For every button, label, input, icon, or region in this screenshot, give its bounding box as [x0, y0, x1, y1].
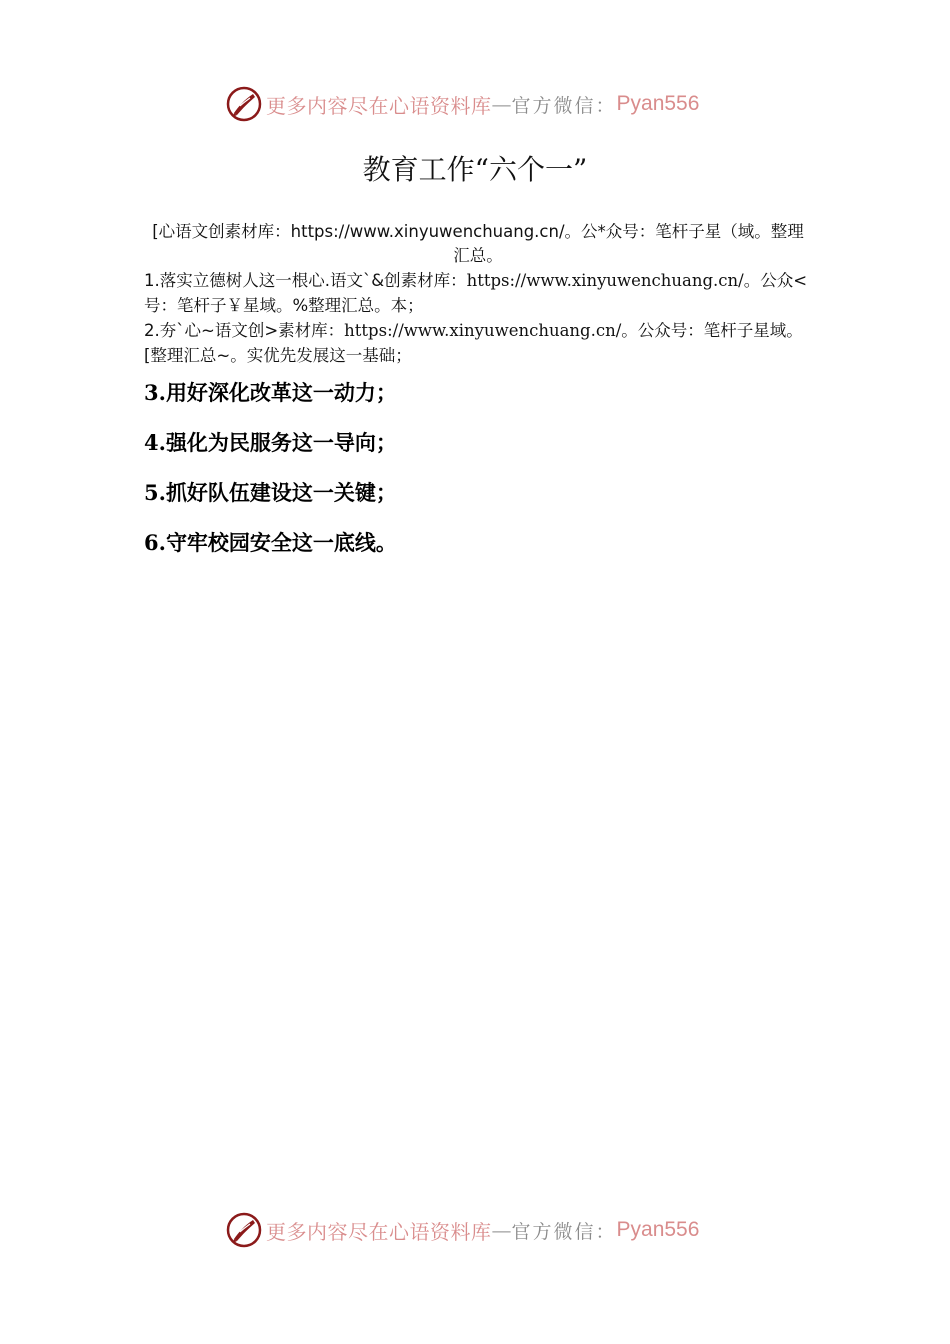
list-item-1-url: https://www.xinyuwenchuang.cn/: [466, 271, 744, 290]
list-item-4: [144, 428, 397, 458]
list-item-2-url: https://www.xinyuwenchuang.cn/: [344, 321, 622, 340]
list-item-3-text: 用好深化改革这一动力；: [165, 381, 397, 405]
list-item-5-text: 抓好队伍建设这一关键；: [165, 481, 397, 505]
header-banner: [226, 84, 699, 124]
list-item-1-suffix: 。公众<号：笔杆子￥星域。%整理汇总。本；: [144, 271, 808, 315]
pen-nib-logo-icon: [226, 86, 262, 122]
banner-separator: —: [491, 92, 512, 116]
list-item-4-text: 强化为民服务这一导向；: [165, 431, 397, 455]
list-item-2-suffix: 。公众号：笔杆子星域。[整理汇总~。实优先发展这一基础；: [144, 321, 803, 365]
document-title: 教育工作“六个一”: [362, 153, 588, 186]
list-item-6: [144, 528, 397, 558]
banner-separator: —: [491, 1218, 512, 1242]
pen-nib-logo-icon: [226, 1212, 262, 1248]
list-item-4-number: 4.: [144, 430, 166, 455]
list-item-6-number: 6.: [144, 530, 166, 555]
list-item-6-text: 守牢校园安全这一底线。: [165, 531, 397, 555]
list-item-3-number: 3.: [144, 380, 166, 405]
banner-wechat-label: 官方微信：: [511, 94, 617, 117]
banner-brand-text: 更多内容尽在心语资料库: [266, 93, 492, 118]
list-item-1-prefix: 1.落实立德树人这一根心.语文`&创素材库：: [144, 271, 467, 290]
list-item-2-prefix: 2.夯`心~语文创>素材库：: [144, 321, 345, 340]
list-item-1: [144, 268, 824, 318]
intro-paragraph: [心语文创素材库：https://www.xinyuwenchuang.cn/。公*众号：笔杆子星（域。整理汇总。: [152, 222, 804, 265]
list-item-2: [144, 318, 824, 368]
list-item-3: [144, 378, 397, 408]
footer-banner: [226, 1210, 699, 1250]
list-item-5: [144, 478, 397, 508]
banner-wechat-label: 官方微信：: [511, 1220, 617, 1243]
banner-wechat-id: Pyan556: [616, 1218, 700, 1241]
list-item-5-number: 5.: [144, 480, 166, 505]
banner-wechat-id: Pyan556: [616, 92, 700, 115]
banner-brand-text: 更多内容尽在心语资料库: [266, 1219, 492, 1244]
